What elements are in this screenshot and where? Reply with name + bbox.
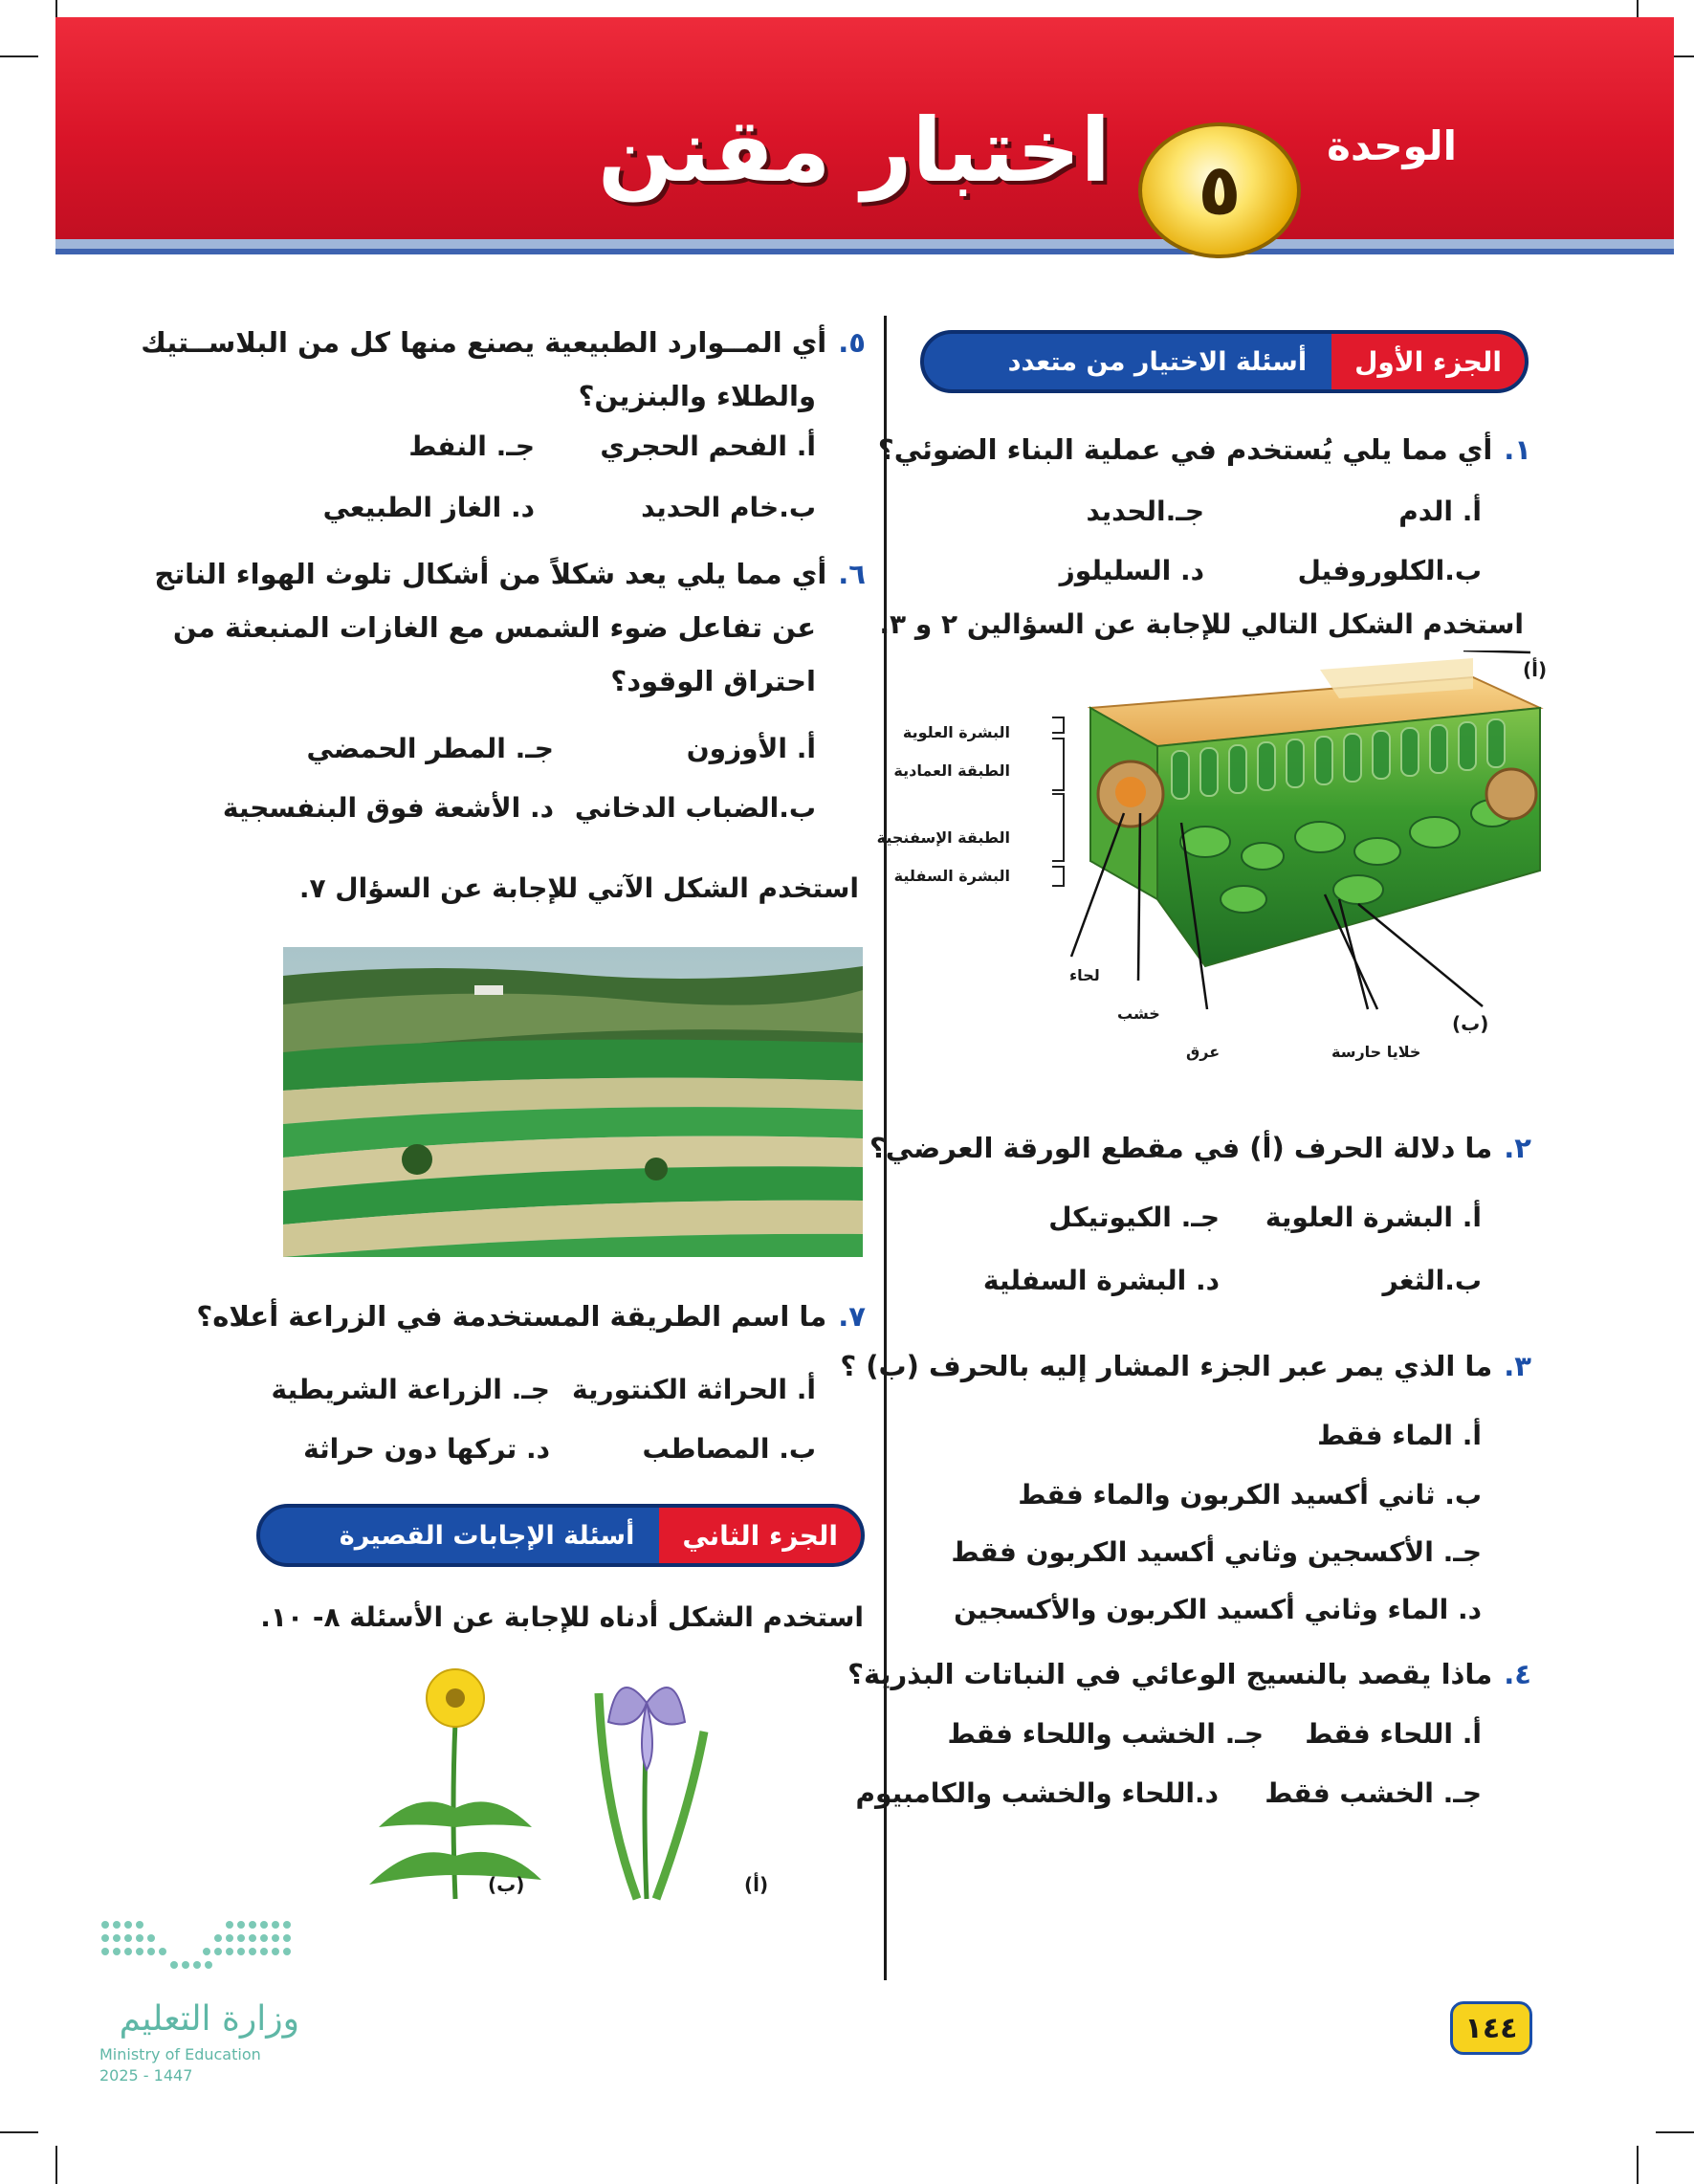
option-b: ب. ثاني أكسيد الكربون والماء فقط <box>1018 1479 1482 1511</box>
question-4 <box>847 1647 1531 1701</box>
part2-label: الجزء الثاني <box>659 1508 861 1563</box>
question-5-cont: والطلاء والبنزين؟ <box>578 380 816 412</box>
option-d: د. البشرة السفلية <box>982 1265 1220 1296</box>
question-number: ٧. <box>838 1300 866 1333</box>
option-c: جـ. النفط <box>408 430 535 462</box>
option-b: ب.خام الحديد <box>641 492 816 523</box>
layer-brackets <box>1052 717 1064 886</box>
label-a: (أ) <box>1523 658 1548 681</box>
question-5 <box>141 316 866 369</box>
option-b: ب. المصاطب <box>642 1433 816 1465</box>
flower-illustrations <box>360 1665 742 1904</box>
question-1 <box>878 423 1531 476</box>
question-text: ما الذي يمر عبر الجزء المشار إليه بالحرف (ب) ؟ <box>840 1350 1493 1382</box>
question-number: ٣. <box>1504 1350 1531 1382</box>
label-upper-epidermis: البشرة العلوية <box>902 723 1010 741</box>
option-b: ب.الضباب الدخاني <box>574 792 816 824</box>
unit-label: الوحدة <box>1327 122 1457 169</box>
option-b: ب.الكلوروفيل <box>1297 555 1482 586</box>
option-d: د.اللحاء والخشب والكامبيوم <box>855 1777 1219 1809</box>
instruction-q7: استخدم الشكل الآتي للإجابة عن السؤال ٧. <box>298 872 859 904</box>
strip-farming-photo <box>283 947 863 1257</box>
option-c: جـ. الأكسجين وثاني أكسيد الكربون فقط <box>951 1536 1482 1568</box>
label-vein: عرق <box>1186 1043 1221 1061</box>
label-spongy: الطبقة الإسفنجية <box>876 828 1010 847</box>
label-guard-cells: خلايا حارسة <box>1331 1043 1421 1061</box>
question-6-cont: احتراق الوقود؟ <box>610 665 816 697</box>
option-c: جـ. المطر الحمضي <box>306 733 554 764</box>
crop-mark <box>0 55 38 57</box>
header-stripe <box>55 239 1674 249</box>
page-title: اختبار مقنن <box>597 99 1111 202</box>
question-text: ما دلالة الحرف (أ) في مقطع الورقة العرضي؟ <box>869 1132 1493 1164</box>
option-d: د. الأشعة فوق البنفسجية <box>222 792 554 824</box>
option-d: د. السليلوز <box>1059 555 1204 586</box>
part1-title: أسئلة الاختيار من متعدد <box>1007 346 1308 377</box>
option-d: د. الغاز الطبيعي <box>322 492 535 523</box>
ministry-name-en: Ministry of Education <box>99 2045 261 2063</box>
option-d: د. الماء وثاني أكسيد الكربون والأكسجين <box>954 1594 1482 1625</box>
part2-title: أسئلة الإجابات القصيرة <box>339 1520 635 1551</box>
ministry-name-ar: وزارة التعليم <box>119 1999 299 2039</box>
part1-label: الجزء الأول <box>1331 334 1525 389</box>
crop-mark <box>0 2131 38 2133</box>
option-c: جـ.الحديد <box>1086 496 1204 527</box>
question-7 <box>196 1290 866 1343</box>
option-c: جـ. الزراعة الشريطية <box>271 1374 550 1405</box>
question-number: ٤. <box>1504 1658 1531 1690</box>
option-a: أ. الدم <box>1398 496 1482 527</box>
instruction-q2-q3: استخدم الشكل التالي للإجابة عن السؤالين ٢ و ٣. <box>879 608 1524 640</box>
header-stripe <box>55 249 1674 254</box>
label-phloem: لحاء <box>1069 966 1100 984</box>
part2-header <box>256 1504 865 1567</box>
question-number: ٦. <box>838 558 866 590</box>
unit-number: ٥ <box>1198 149 1242 232</box>
option-a: أ. الفحم الحجري <box>600 430 816 462</box>
page-number: ١٤٤ <box>1450 2001 1532 2055</box>
option-c: جـ. الكيوتيكل <box>1048 1202 1220 1233</box>
question-text: ما اسم الطريقة المستخدمة في الزراعة أعلاه؟ <box>196 1300 827 1333</box>
crop-mark <box>1637 2146 1639 2184</box>
flower-label-b: (ب) <box>488 1873 525 1896</box>
vascular-bundle-core <box>1115 777 1146 807</box>
question-text-line: أي مما يلي يعد شكلاً من أشكال تلوث الهواء الناتج <box>154 558 827 590</box>
question-text: ماذا يقصد بالنسيج الوعائي في النباتات البذرية؟ <box>847 1658 1493 1690</box>
question-number: ٥. <box>838 326 866 359</box>
option-a: أ. الماء فقط <box>1317 1420 1482 1451</box>
vascular-bundle <box>1486 769 1536 819</box>
option-c: جـ. الخشب واللحاء فقط <box>947 1718 1264 1750</box>
option-a: أ. الحراثة الكنتورية <box>572 1374 816 1405</box>
question-3 <box>840 1339 1531 1393</box>
option-a: أ. اللحاء فقط <box>1305 1718 1482 1750</box>
flower-label-a: (أ) <box>744 1873 769 1896</box>
label-lower-epidermis: البشرة السفلية <box>893 867 1010 885</box>
option-a: أ. البشرة العلوية <box>1265 1202 1482 1233</box>
label-b: (ب) <box>1452 1012 1489 1035</box>
label-palisade: الطبقة العمادية <box>893 761 1010 780</box>
label-xylem: خشب <box>1117 1004 1160 1023</box>
question-2 <box>869 1121 1531 1175</box>
ministry-logo-dots <box>96 1915 306 1982</box>
instruction-q8-q10: استخدم الشكل أدناه للإجابة عن الأسئلة ٨- ١٠. <box>260 1601 864 1633</box>
option-b: جـ. الخشب فقط <box>1265 1777 1482 1809</box>
buttercup-flower <box>369 1669 541 1899</box>
crop-mark <box>1656 2131 1694 2133</box>
question-6-cont: عن تفاعل ضوء الشمس مع الغازات المنبعثة من <box>172 611 816 644</box>
unit-number-badge <box>1138 122 1301 258</box>
ministry-year: 2025 - 1447 <box>99 2066 193 2085</box>
crop-mark <box>55 2146 57 2184</box>
part1-header <box>920 330 1529 393</box>
question-text: أي مما يلي يُستخدم في عملية البناء الضوئي؟ <box>877 433 1493 466</box>
question-number: ٢. <box>1504 1132 1531 1164</box>
question-text-line: أي المــوارد الطبيعية يصنع منها كل من البلاســتيك <box>141 326 827 359</box>
option-d: د. تركها دون حراثة <box>303 1433 550 1465</box>
leaf-cross-section-figure <box>957 651 1550 1062</box>
option-a: أ. الأوزون <box>686 733 816 764</box>
question-number: ١. <box>1504 433 1531 466</box>
option-b: ب.الثغر <box>1382 1265 1482 1296</box>
question-6 <box>154 547 866 601</box>
iris-flower <box>599 1688 704 1899</box>
